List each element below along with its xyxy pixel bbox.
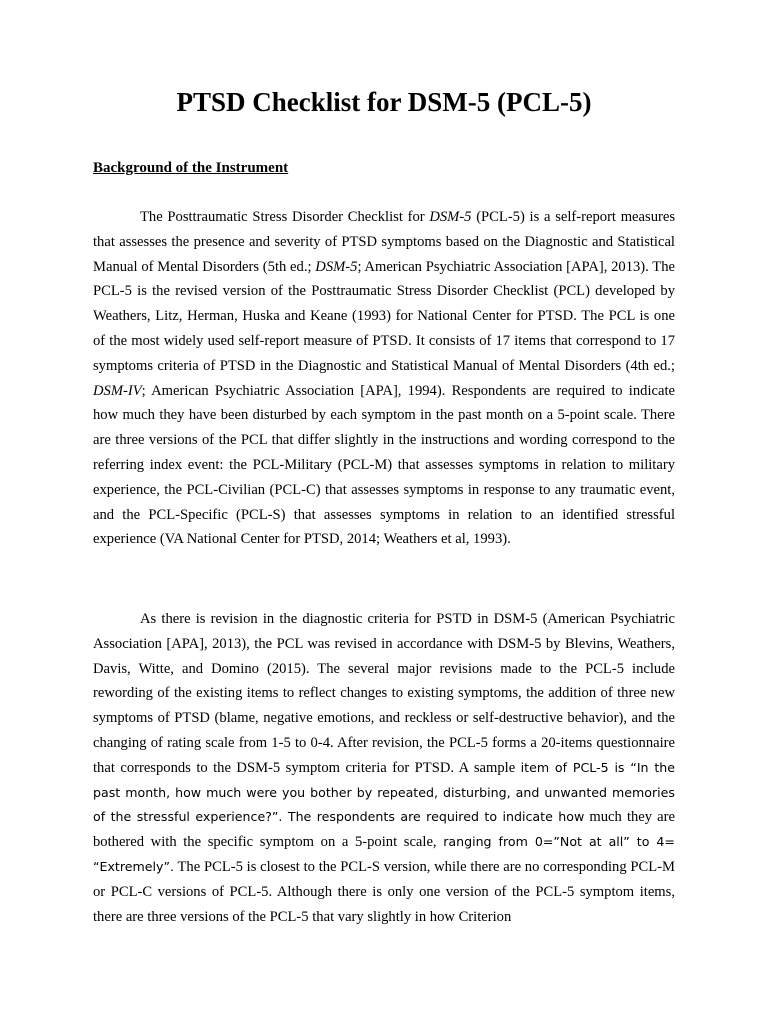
italic-term: DSM-5 — [429, 209, 472, 225]
paragraph-text: The Posttraumatic Stress Disorder Checklist for — [140, 209, 430, 225]
paragraph-background — [93, 205, 675, 552]
scale-range-text: ranging from 0=”Not at all” to 4= “Extremely”. — [93, 834, 675, 874]
paragraph-text: ; American Psychiatric Association [APA], 2013). The PCL-5 is the revised version of the Posttraumatic Stress Disorder Checklist (PCL) developed by Weathers, Litz, Herman, Huska and Keane (1993) for National Center for PTSD. The PCL is one of the most widely used self-report measure of PTSD. It consists of 17 items that correspond to 17 symptoms criteria of PTSD in the Diagnostic and Statistical Manual of Mental Disorders (4th ed.; — [93, 258, 675, 374]
document-title: PTSD Checklist for DSM-5 (PCL-5) — [176, 87, 592, 117]
section-heading: Background of the Instrument — [93, 160, 289, 176]
paragraph-text: As there is revision in the diagnostic criteria for PSTD in DSM-5 (American Psychiatric Association [APA], 2013), the PCL was revised in accordance with DSM-5 by Blevins, Weathers, Davis, Witte, and Domino (2015). The several major revisions made to the PCL-5 include rewording of the existing items to reflect changes to existing symptoms, the addition of three new symptoms of PTSD (blame, negative emotions, and reckless or self-destructive behavior), and the changing of rating scale from 1-5 to 0-4. After revision, the PCL-5 forms a 20-items questionnaire that corresponds to the DSM-5 symptom criteria for PTSD. A sample — [93, 611, 675, 776]
paragraph-text: (PCL-5) is a self-report measures that assesses the presence and severity of PTSD symptoms based on the Diagnostic and Statistical Manual of Mental Disorders (5th ed.; — [93, 209, 676, 275]
paragraph-text: ; American Psychiatric Association [APA], 1994). Respondents are required to indicate how much they have been disturbed by each symptom in the past month on a 5-point scale. There are three versions of the PCL that differ slightly in the instructions and wording correspond to the referring index event: the PCL-Military (PCL-M) that assesses symptoms in relation to military experience, the PCL-Civilian (PCL-C) that assesses symptoms in response to any traumatic event, and the PCL-Specific (PCL-S) that assesses symptoms in relation to an identified stressful experience (VA National Center for PTSD, 2014; Weathers et al, 1993). — [93, 382, 675, 548]
paragraph-revision — [93, 607, 675, 929]
italic-term: DSM-IV — [93, 382, 142, 399]
sample-item-text: item of PCL-5 is “In the past month, how much were you bother by repeated, disturbing, and unwanted memories of the stressful experience?”. The respondents are required to indicate how — [93, 759, 676, 825]
paragraph-text: The PCL-5 is closest to the PCL-S version, while there are no corresponding PCL-M or PCL-C versions of PCL-5. Although there is only one version of the PCL-5 symptom items, there are three versions of the PCL-5 that vary slightly in how Criterion — [93, 858, 675, 925]
italic-term: DSM-5 — [315, 258, 358, 275]
paragraph-text: much they are bothered with the specific symptom on a 5-point scale, — [93, 809, 676, 851]
